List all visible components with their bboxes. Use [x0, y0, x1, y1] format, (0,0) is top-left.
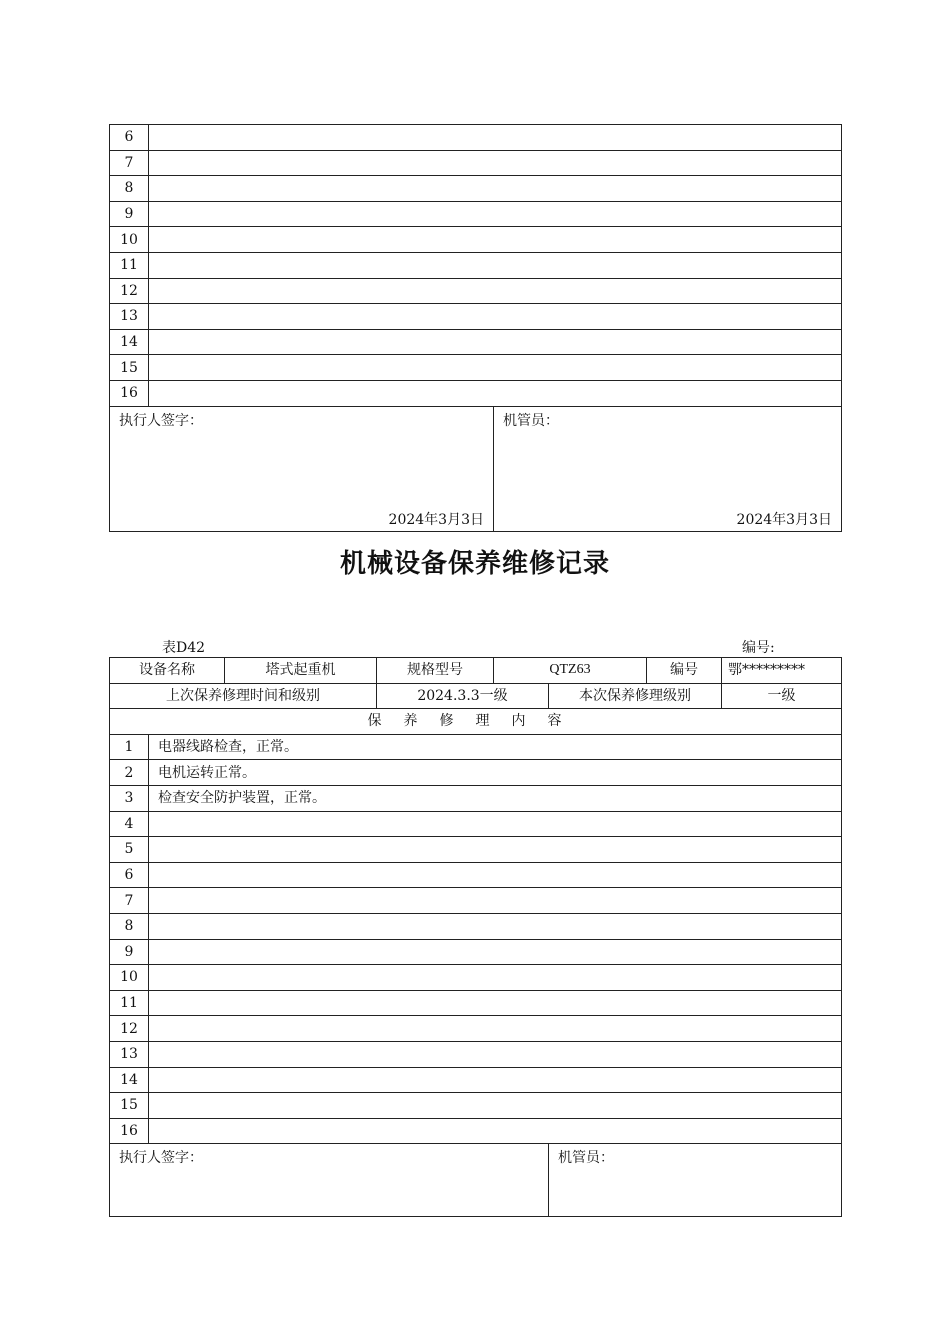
last-maintenance-value: 2024.3.3一级 — [377, 683, 549, 709]
row-number: 7 — [110, 888, 149, 914]
table-row — [110, 760, 842, 786]
row-number: 3 — [110, 785, 149, 811]
table-row — [110, 380, 842, 406]
table-row — [110, 1118, 842, 1144]
row-content — [149, 304, 842, 330]
last-maintenance-label: 上次保养修理时间和级别 — [110, 683, 377, 709]
row-number: 10 — [110, 227, 149, 253]
table-row — [110, 965, 842, 991]
row-number: 10 — [110, 965, 149, 991]
row-content — [149, 355, 842, 381]
row-content: 电器线路检查，正常。 — [149, 734, 842, 760]
row-number: 9 — [110, 939, 149, 965]
table-row — [110, 913, 842, 939]
row-number: 5 — [110, 837, 149, 863]
previous-record-table — [109, 124, 842, 532]
table-row — [110, 990, 842, 1016]
row-number: 8 — [110, 176, 149, 202]
table-row — [110, 939, 842, 965]
row-content — [149, 1093, 842, 1119]
row-number: 2 — [110, 760, 149, 786]
table-row — [110, 811, 842, 837]
row-number: 16 — [110, 1118, 149, 1144]
executor-signature-label: 执行人签字： — [119, 1150, 203, 1167]
row-number: 9 — [110, 201, 149, 227]
row-content: 检查安全防护装置，正常。 — [149, 785, 842, 811]
row-content — [149, 811, 842, 837]
row-content — [149, 380, 842, 406]
row-content — [149, 150, 842, 176]
manager-signature-label: 机管员： — [503, 412, 559, 429]
row-number: 1 — [110, 734, 149, 760]
executor-signature-cell — [110, 1144, 549, 1217]
table-row — [110, 355, 842, 381]
row-number: 8 — [110, 913, 149, 939]
row-content — [149, 913, 842, 939]
row-number: 11 — [110, 252, 149, 278]
row-content — [149, 176, 842, 202]
signature-row — [110, 1144, 842, 1217]
table-row — [110, 252, 842, 278]
table-row — [110, 125, 842, 151]
row-number: 4 — [110, 811, 149, 837]
table-row — [110, 176, 842, 202]
manager-signature-cell — [494, 406, 842, 531]
table-row — [110, 329, 842, 355]
form-code: 表D42 — [162, 640, 206, 656]
table-row — [110, 785, 842, 811]
serial-number-label: 编号: — [742, 640, 775, 656]
row-number: 12 — [110, 1016, 149, 1042]
row-content — [149, 1118, 842, 1144]
table-row — [110, 862, 842, 888]
row-number: 15 — [110, 355, 149, 381]
executor-signature-date: 2024年3月3日 — [388, 511, 484, 528]
row-number: 11 — [110, 990, 149, 1016]
equipment-info-row — [110, 658, 842, 684]
equipment-name-label: 设备名称 — [110, 658, 225, 684]
row-content — [149, 862, 842, 888]
row-content — [149, 939, 842, 965]
row-number: 14 — [110, 1067, 149, 1093]
table-row — [110, 201, 842, 227]
row-number: 13 — [110, 304, 149, 330]
maintenance-record-table — [109, 657, 842, 1217]
equipment-name-value: 塔式起重机 — [225, 658, 377, 684]
row-content — [149, 965, 842, 991]
table-row — [110, 837, 842, 863]
table-row — [110, 227, 842, 253]
row-content — [149, 329, 842, 355]
manager-signature-label: 机管员： — [558, 1150, 614, 1167]
row-number: 12 — [110, 278, 149, 304]
row-content — [149, 252, 842, 278]
row-content — [149, 278, 842, 304]
table-row — [110, 1041, 842, 1067]
maintenance-level-row — [110, 683, 842, 709]
current-level-value: 一级 — [722, 683, 842, 709]
table-row — [110, 734, 842, 760]
row-number: 16 — [110, 380, 149, 406]
manager-signature-cell — [549, 1144, 842, 1217]
table-row — [110, 150, 842, 176]
row-number: 15 — [110, 1093, 149, 1119]
row-number: 14 — [110, 329, 149, 355]
row-number: 6 — [110, 125, 149, 151]
row-number: 13 — [110, 1041, 149, 1067]
row-content — [149, 1016, 842, 1042]
table-row — [110, 278, 842, 304]
row-content: 电机运转正常。 — [149, 760, 842, 786]
table-row — [110, 1016, 842, 1042]
row-content — [149, 125, 842, 151]
table-row — [110, 1093, 842, 1119]
number-label: 编号 — [647, 658, 722, 684]
page-title: 机械设备保养维修记录 — [339, 549, 610, 579]
content-header-text: 保养修理内容 — [367, 713, 584, 730]
model-value: QTZ63 — [494, 658, 647, 684]
content-header-row — [110, 709, 842, 735]
row-content — [149, 1041, 842, 1067]
signature-row — [110, 406, 842, 531]
row-number: 7 — [110, 150, 149, 176]
table-row — [110, 888, 842, 914]
row-content — [149, 990, 842, 1016]
number-value: 鄂********* — [722, 658, 842, 684]
row-content — [149, 227, 842, 253]
model-label: 规格型号 — [377, 658, 494, 684]
executor-signature-cell — [110, 406, 494, 531]
manager-signature-date: 2024年3月3日 — [736, 511, 832, 528]
row-content — [149, 888, 842, 914]
row-number: 6 — [110, 862, 149, 888]
executor-signature-label: 执行人签字： — [119, 412, 203, 429]
row-content — [149, 201, 842, 227]
table-row — [110, 304, 842, 330]
row-content — [149, 837, 842, 863]
content-header — [110, 709, 842, 735]
table-row — [110, 1067, 842, 1093]
current-level-label: 本次保养修理级别 — [549, 683, 722, 709]
row-content — [149, 1067, 842, 1093]
